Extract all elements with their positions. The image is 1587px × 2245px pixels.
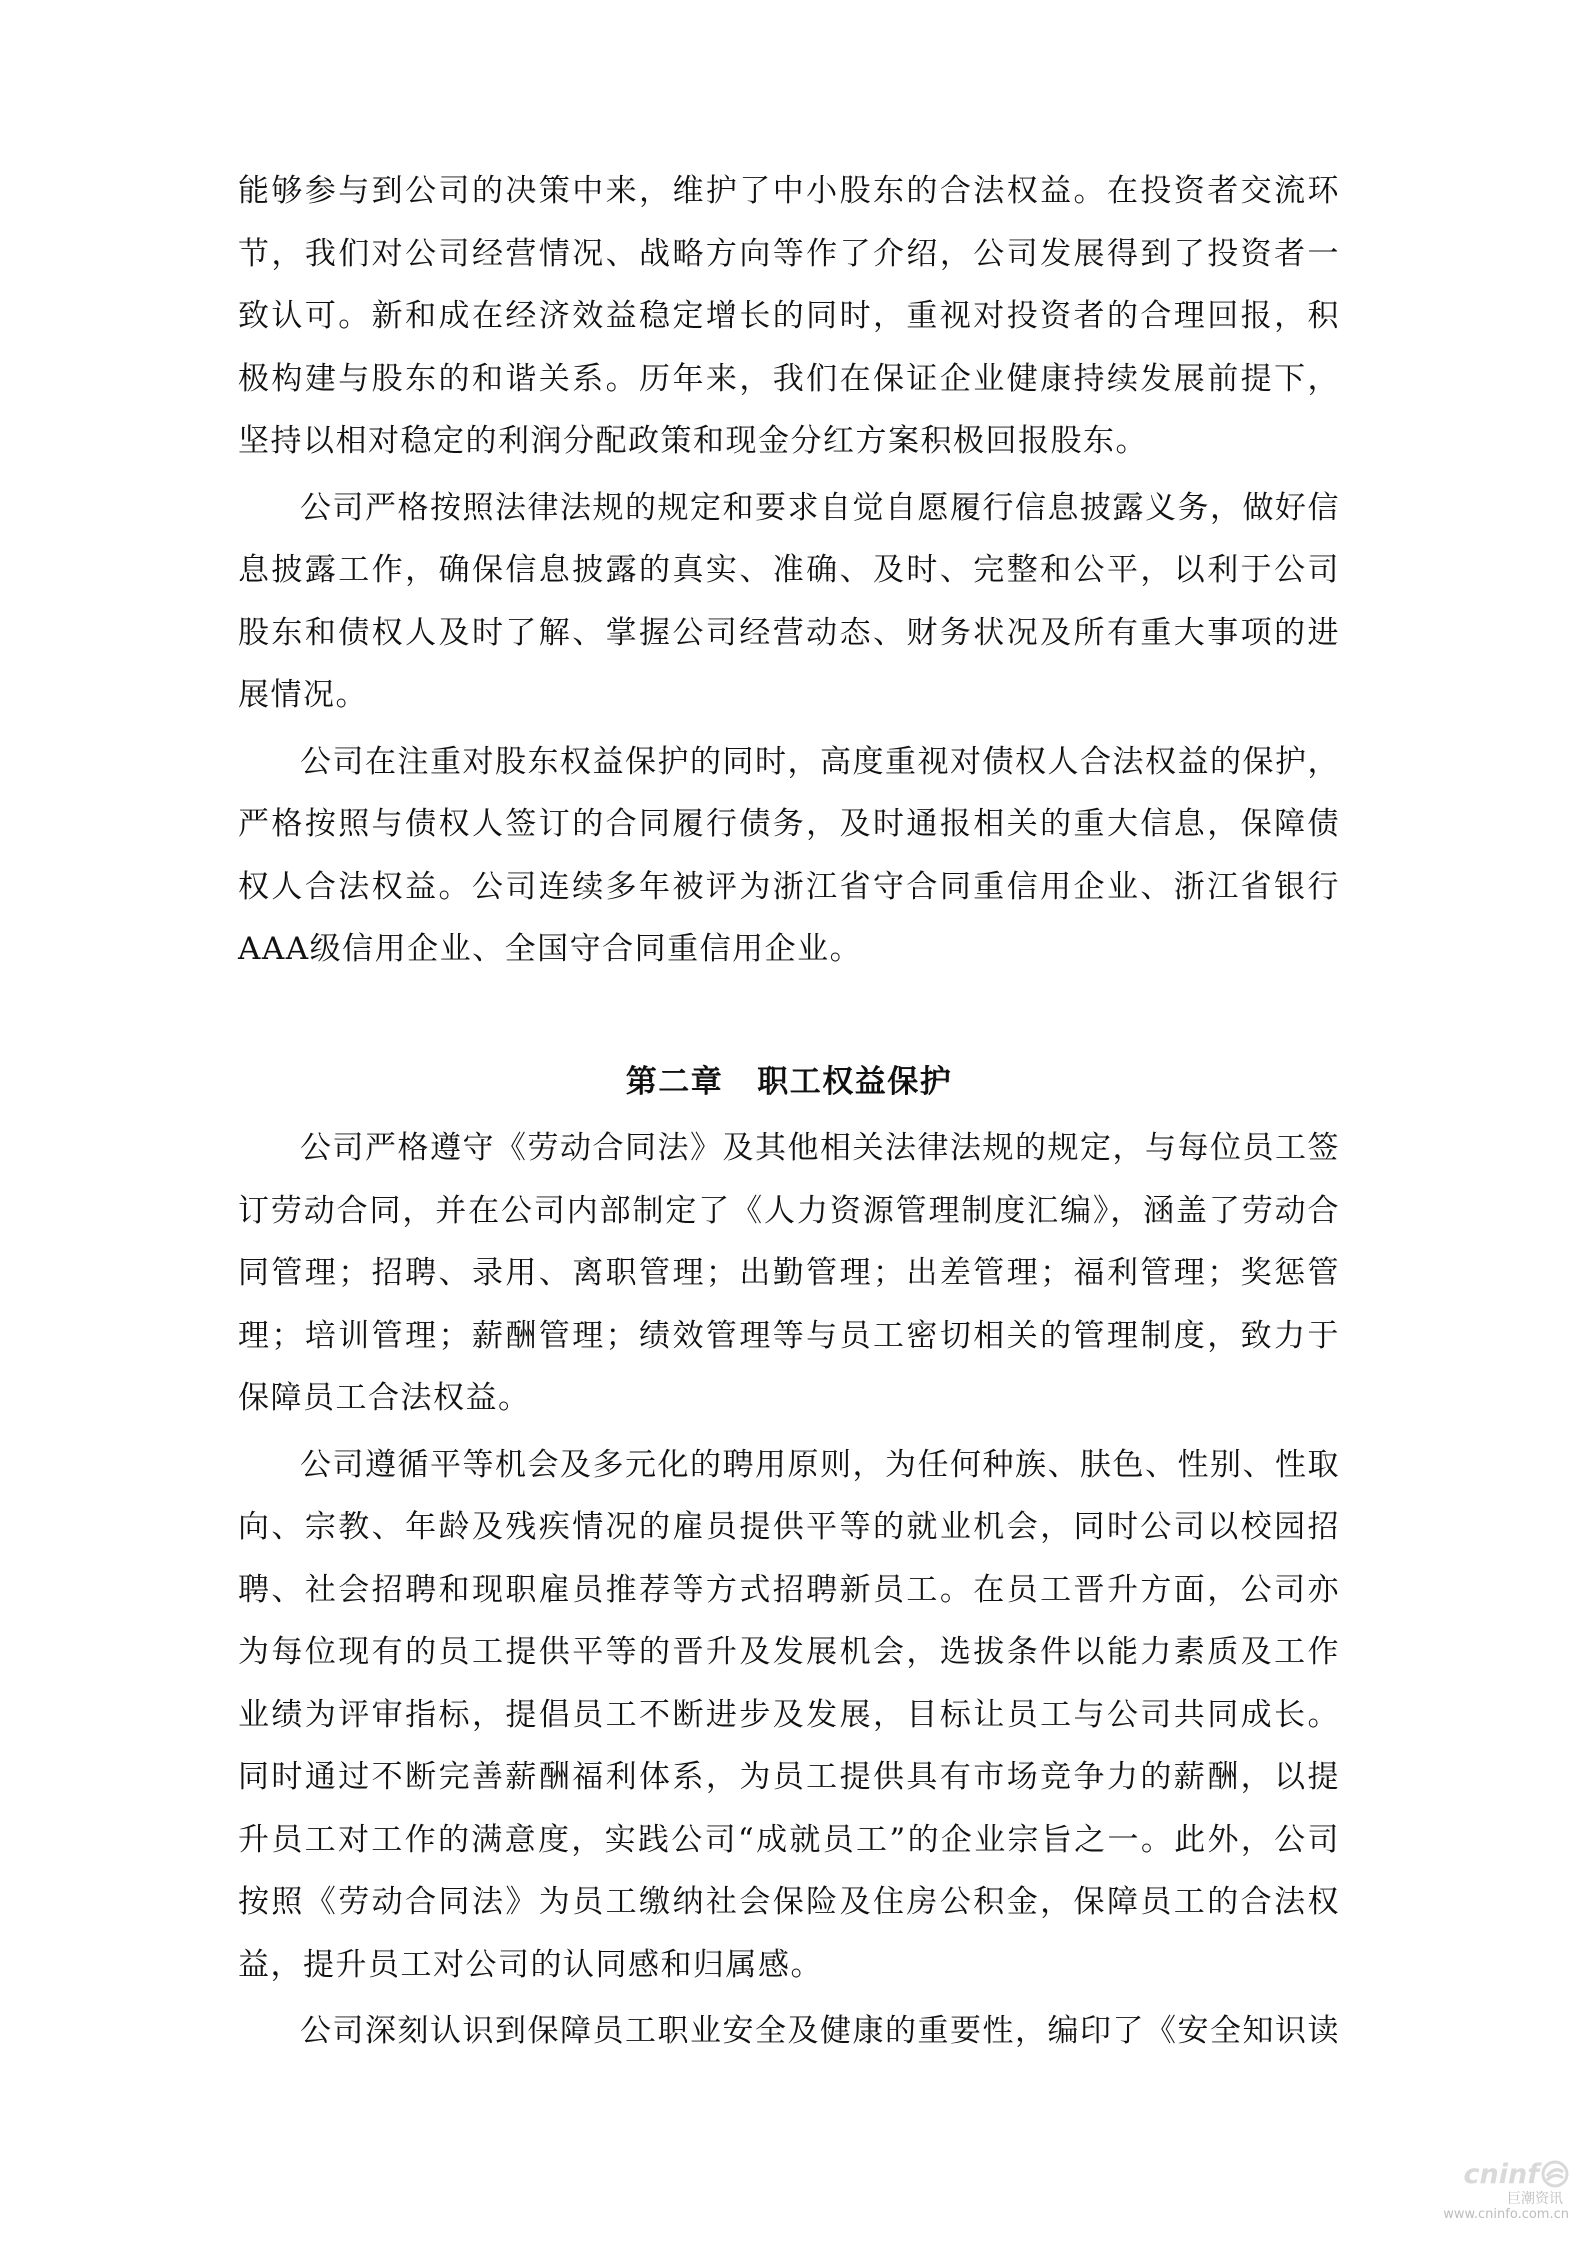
cninfo-logo-text: cninf [1463,2158,1539,2190]
paragraph-continued: 能够参与到公司的决策中来，维护了中小股东的合法权益。在投资者交流环节，我们对公司经营情况、战略方向等作了介绍，公司发展得到了投资者一致认可。新和成在经济效益稳定增长的同时，重视对投资者的合理回报，积极构建与股东的和谐关系。历年来，我们在保证企业健康持续发展前提下，坚持以相对稳定的利润分配政策和现金分红方案积极回报股东。 [238,173,1340,459]
cninfo-chinese-name: 巨潮资讯 [1507,2191,1563,2207]
paragraph: 公司严格遵守《劳动合同法》及其他相关法律法规的规定，与每位员工签订劳动合同，并在公司内部制定了《人力资源管理制度汇编》，涵盖了劳动合同管理；招聘、录用、离职管理；出勤管理；出差管理；福利管理；奖惩管理；培训管理；薪酬管理；绩效管理等与员工密切相关的管理制度，致力于保障员工合法权益。 [238,1130,1340,1416]
cninfo-logo [1419,2157,1569,2191]
cninfo-url: www.cninfo.com.cn [1443,2207,1569,2222]
chapter-title: 职工权益保护 [757,1063,953,1100]
chapter-number: 第二章 [625,1063,724,1100]
chapter-heading [238,1051,1340,1114]
paragraph: 公司在注重对股东权益保护的同时，高度重视对债权人合法权益的保护，严格按照与债权人签订的合同履行债务，及时通报相关的重大信息，保障债权人合法权益。公司连续多年被评为浙江省守合同重信用企业、浙江省银行AAA级信用企业、全国守合同重信用企业。 [238,743,1340,967]
cninfo-swirl-icon [1541,2160,1569,2188]
paragraph: 公司深刻认识到保障员工职业安全及健康的重要性，编印了《安全知识读 [300,2013,1340,2049]
paragraph: 公司遵循平等机会及多元化的聘用原则，为任何种族、肤色、性别、性取向、宗教、年龄及残疾情况的雇员提供平等的就业机会，同时公司以校园招聘、社会招聘和现职雇员推荐等方式招聘新员工。在员工晋升方面，公司亦为每位现有的员工提供平等的晋升及发展机会，选拔条件以能力素质及工作业绩为评审指标，提倡员工不断进步及发展，目标让员工与公司共同成长。同时通过不断完善薪酬福利体系，为员工提供具有市场竞争力的薪酬，以提升员工对工作的满意度，实践公司“成就员工”的企业宗旨之一。此外，公司按照《劳动合同法》为员工缴纳社会保险及住房公积金，保障员工的合法权益，提升员工对公司的认同感和归属感。 [238,1446,1340,1983]
cninfo-watermark [1419,2157,1569,2227]
document-body [238,160,1340,2067]
paragraph: 公司严格按照法律法规的规定和要求自觉自愿履行信息披露义务，做好信息披露工作，确保信息披露的真实、准确、及时、完整和公平，以利于公司股东和债权人及时了解、掌握公司经营动态、财务状况及所有重大事项的进展情况。 [238,489,1340,713]
